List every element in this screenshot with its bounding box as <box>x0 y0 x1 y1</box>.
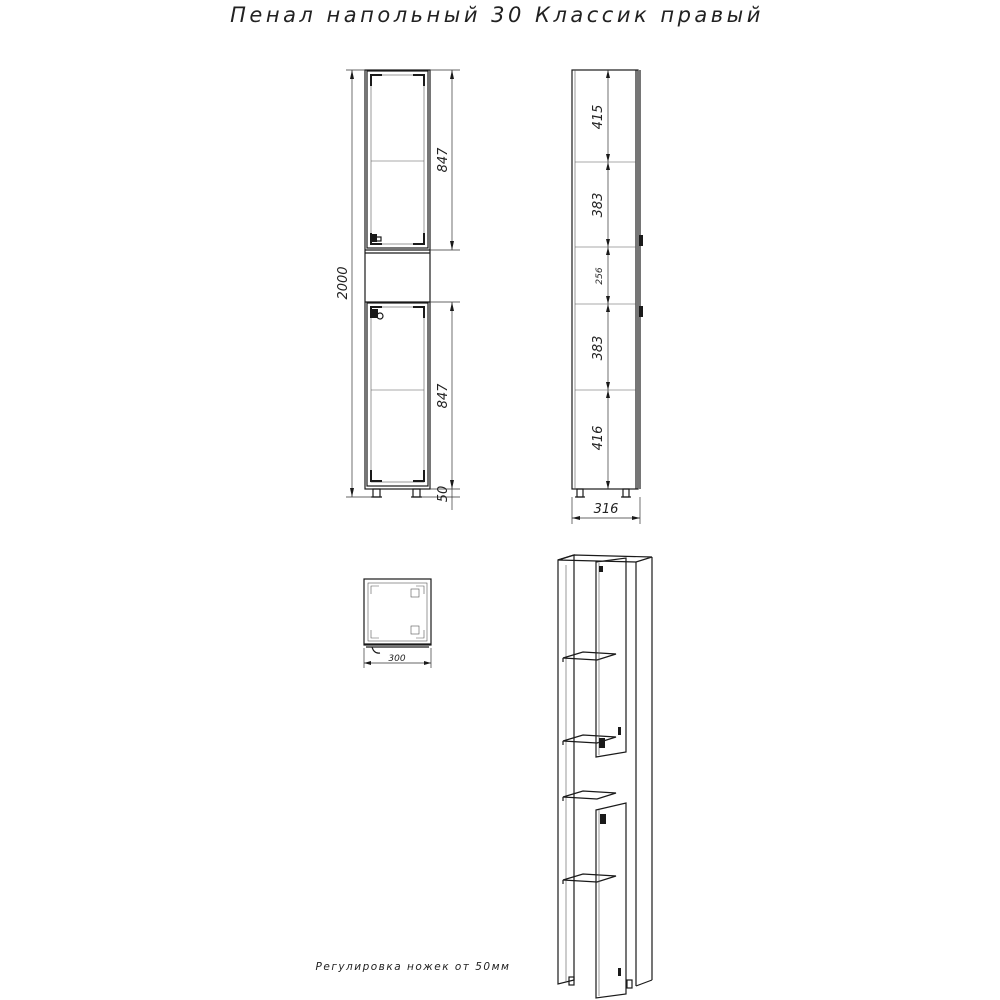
front-view <box>336 70 460 510</box>
dim-width: 300 <box>388 654 406 664</box>
iso-upper-hinge-icon <box>599 738 605 748</box>
iso-lower-hinge-icon <box>600 814 606 824</box>
iso-upper-door <box>596 558 626 757</box>
side-view <box>572 70 643 524</box>
dim-section-1: 415 <box>591 104 606 130</box>
top-view <box>364 579 431 668</box>
front-cabinet-body <box>365 70 430 489</box>
iso-lower-door <box>596 803 626 998</box>
front-leg-left <box>373 489 380 497</box>
dim-section-5: 416 <box>591 425 606 451</box>
dim-legs: 50 <box>436 485 451 503</box>
top-handle-icon <box>372 647 380 653</box>
dim-lower-door: 847 <box>436 383 451 409</box>
front-leg-right <box>413 489 420 497</box>
dim-section-3: 256 <box>595 267 605 285</box>
dim-total-height: 2000 <box>336 266 351 300</box>
iso-shelf-2 <box>563 735 616 743</box>
isometric-view <box>558 555 652 998</box>
iso-shelf-4 <box>563 874 616 882</box>
dim-section-2: 383 <box>591 192 606 218</box>
top-cabinet-outline <box>364 579 431 645</box>
front-upper-door <box>367 71 428 248</box>
front-lower-door <box>367 303 428 486</box>
iso-shelf-1 <box>563 652 616 660</box>
drawing-title: Пенал напольный 30 Классик правый <box>230 3 764 27</box>
dim-upper-door: 847 <box>436 147 451 173</box>
iso-shelf-3 <box>563 791 616 799</box>
legs-adjustment-note: Регулировка ножек от 50мм <box>315 961 511 973</box>
dim-section-4: 383 <box>591 335 606 361</box>
side-handle-lower <box>639 306 643 317</box>
side-handle-upper <box>639 235 643 246</box>
dim-depth: 316 <box>593 502 619 517</box>
